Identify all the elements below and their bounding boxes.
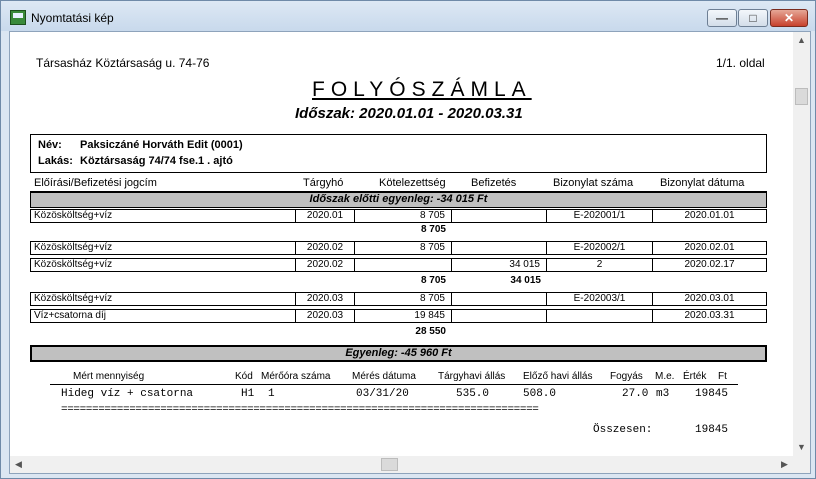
meter-unit: m3 — [656, 388, 670, 400]
row-doc-no: E-202001/1 — [546, 209, 653, 223]
meter-header-currency: Ft — [718, 371, 727, 382]
row-debit: 8 705 — [354, 241, 452, 255]
app-icon — [10, 10, 26, 25]
window-title: Nyomtatási kép — [31, 11, 114, 25]
opening-balance: Időszak előtti egyenleg: -34 015 Ft — [309, 193, 488, 205]
scroll-left-icon[interactable]: ◀ — [15, 459, 22, 469]
row-debit: 8 705 — [354, 292, 452, 306]
meter-total-value: 19845 — [695, 424, 729, 436]
meter-no: 1 — [268, 388, 275, 400]
meter-header-value: Érték — [683, 371, 707, 382]
ledger-row: Közösköltség+víz — [30, 241, 296, 255]
meter-previous: 508.0 — [523, 388, 557, 400]
row-doc-no: 2 — [546, 258, 653, 272]
owner-flat: Köztársaság 74/74 fse.1 . ajtó — [80, 155, 233, 167]
row-month: 2020.02 — [295, 258, 355, 272]
row-doc-date: 2020.01.01 — [652, 209, 767, 223]
meter-header-date: Mérés dátuma — [352, 371, 416, 382]
report-title: FOLYÓSZÁMLA — [312, 78, 532, 101]
vertical-scrollbar[interactable] — [793, 32, 810, 456]
row-doc-date: 2020.03.31 — [652, 309, 767, 323]
ledger-row: Víz+csatorna díj — [30, 309, 296, 323]
row-month: 2020.03 — [295, 309, 355, 323]
scroll-right-icon[interactable]: ▶ — [781, 459, 788, 469]
row-month: 2020.01 — [295, 209, 355, 223]
minimize-button[interactable] — [707, 9, 737, 27]
row-doc-no: E-202003/1 — [546, 292, 653, 306]
scroll-up-icon[interactable]: ▲ — [797, 35, 806, 45]
horizontal-scroll-thumb[interactable] — [381, 458, 398, 471]
col-header-title: Előírási/Befizetési jogcím — [34, 177, 157, 189]
meter-header-rule — [50, 384, 738, 385]
vertical-scroll-thumb[interactable] — [795, 88, 808, 105]
row-payment — [451, 241, 547, 255]
meter-date: 03/31/20 — [356, 388, 409, 400]
closing-balance: Egyenleg: -45 960 Ft — [345, 347, 452, 359]
meter-current: 535.0 — [456, 388, 490, 400]
col-header-doc-no: Bizonylat száma — [553, 177, 634, 189]
row-debit: 8 705 — [354, 209, 452, 223]
meter-value: 19845 — [695, 388, 729, 400]
meter-usage: 27.0 — [622, 388, 649, 400]
scroll-down-icon[interactable]: ▼ — [797, 442, 806, 452]
row-payment — [451, 209, 547, 223]
maximize-icon: □ — [749, 11, 757, 25]
row-doc-date: 2020.02.01 — [652, 241, 767, 255]
meter-header-code: Kód — [235, 371, 253, 382]
ledger-row: Közösköltség+víz — [30, 292, 296, 306]
row-doc-no: E-202002/1 — [546, 241, 653, 255]
report-period: Időszak: 2020.01.01 - 2020.03.31 — [295, 105, 523, 122]
group-sum-payment: 34 015 — [510, 275, 541, 286]
maximize-button[interactable] — [738, 9, 768, 27]
row-doc-date: 2020.03.01 — [652, 292, 767, 306]
preview-area — [9, 31, 811, 474]
owner-name-label: Név: — [38, 139, 62, 151]
group-sum-debit: 8 705 — [420, 275, 446, 286]
close-icon: ✕ — [783, 11, 795, 25]
col-header-doc-date: Bizonylat dátuma — [660, 177, 745, 189]
row-debit — [354, 258, 452, 272]
horizontal-scrollbar[interactable] — [10, 456, 793, 473]
owner-flat-label: Lakás: — [38, 155, 73, 167]
scroll-corner — [793, 456, 810, 473]
company-name: Társasház Köztársaság u. 74-76 — [36, 56, 210, 70]
meter-total-label: Összesen: — [593, 424, 653, 436]
col-header-payment: Befizetés — [471, 177, 517, 189]
ledger-row: Közösköltség+víz — [30, 209, 296, 223]
meter-header-usage: Fogyás — [610, 371, 643, 382]
meter-header-quantity: Mért mennyiség — [73, 371, 145, 382]
owner-name: Paksiczáné Horváth Edit (0001) — [80, 139, 243, 151]
row-payment — [451, 309, 547, 323]
group-sum-debit: 8 705 — [420, 224, 446, 235]
row-month: 2020.02 — [295, 241, 355, 255]
close-button[interactable] — [770, 9, 808, 27]
row-doc-no — [546, 309, 653, 323]
row-payment: 34 015 — [451, 258, 547, 272]
minimize-icon: — — [716, 11, 728, 25]
meter-header-meter-no: Mérőóra száma — [261, 371, 331, 382]
report-page — [10, 32, 793, 456]
group-sum-debit: 28 550 — [415, 326, 446, 337]
title-bar — [1, 1, 815, 31]
page-number: 1/1. oldal — [716, 56, 765, 70]
meter-header-current: Tárgyhavi állás — [438, 371, 506, 382]
meter-code: H1 — [241, 388, 255, 400]
col-header-month: Tárgyhó — [303, 177, 344, 189]
row-payment — [451, 292, 547, 306]
row-debit: 19 845 — [354, 309, 452, 323]
meter-header-unit: M.e. — [655, 371, 675, 382]
col-header-debit: Kötelezettség — [379, 177, 446, 189]
meter-quantity: Hideg víz + csatorna — [61, 388, 194, 400]
row-month: 2020.03 — [295, 292, 355, 306]
row-doc-date: 2020.02.17 — [652, 258, 767, 272]
meter-separator: ============================================================================= — [61, 404, 539, 416]
meter-header-previous: Előző havi állás — [523, 371, 593, 382]
ledger-row: Közösköltség+víz — [30, 258, 296, 272]
